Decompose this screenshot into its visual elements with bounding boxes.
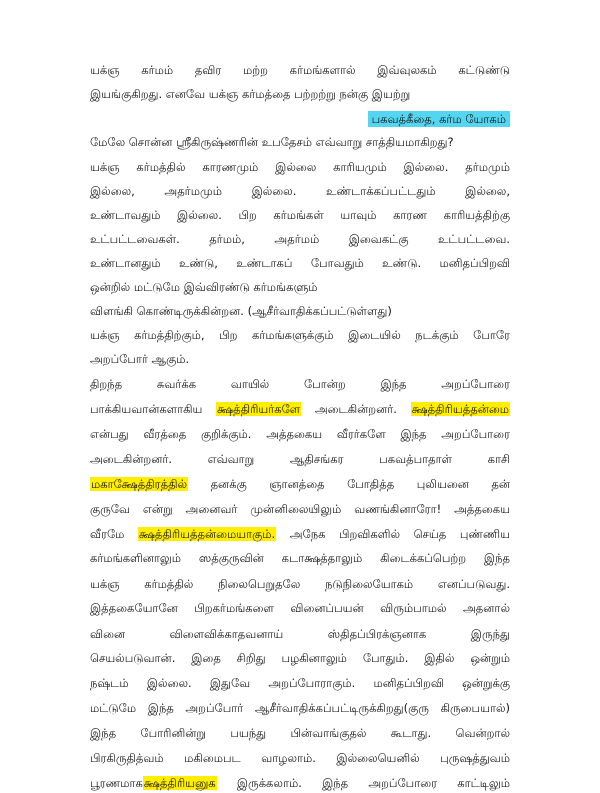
text-segment: செயல்படுவான். இதை சிறிது பழகினாலும் போதும். இதில் ஒன்றும் — [90, 651, 510, 665]
text-segment: இத்தகையோனே பிறகர்மங்களை வினைப்பயன் விரும்பாமல் அதனால் — [90, 601, 510, 615]
text-segment: இருக்கலாம். இந்த அறப்போரை காட்டிலும் — [216, 776, 510, 790]
text-line — [90, 499, 510, 519]
text-segment: தனக்கு ஞானத்தை போதித்த புலியனை தன் — [188, 477, 510, 491]
text-segment: பூரணமாக — [90, 776, 143, 790]
text-segment: இயங்குகிறது. எனவே யக்ஞ கர்மத்தை பற்றற்று நன்கு இயற்று — [90, 87, 411, 101]
text-line — [90, 673, 510, 693]
text-line — [90, 748, 510, 768]
text-segment: மட்டுமே இந்த அறப்போர் ஆசீர்வாதிக்கப்பட்டிருக்கிறது(குரு கிருபையால்) — [90, 701, 510, 715]
text-line — [90, 773, 510, 793]
text-segment: மேலே சொன்ன ஸ்ரீகிருஷ்ணரின் உபதேசம் எவ்வாறு சாத்தியமாகிறது? — [90, 135, 454, 149]
text-segment: நஷ்டம் இல்லை. இதுவே அறப்போராகும். மனிதப்பிறவி ஒன்றுக்கு — [90, 676, 510, 690]
text-line — [90, 449, 510, 469]
text-segment: யக்ஞ கர்மத்தில் நிலைபெறுதலே நடுநிலையோகம் எனப்படுவது. — [90, 577, 510, 591]
text-line — [90, 84, 510, 104]
text-segment: வினை விளைவிக்காதவனாய் ஸ்திதப்பிரக்ஞனாக இருந்து — [90, 627, 510, 641]
text-segment: இல்லை, அதர்மமும் இல்லை. உண்டாக்கப்பட்டதும் இல்லை, — [90, 184, 510, 198]
text-line — [90, 253, 510, 273]
text-line — [90, 301, 510, 321]
text-line — [90, 548, 510, 568]
text-segment: ஒன்றில் மட்டுமே இவ்விரண்டு கர்மங்களும் — [90, 280, 318, 294]
text-line — [90, 374, 510, 394]
text-segment: குருவே என்று அனைவர் முன்னிலையிலும் வணங்கினாரோ! அத்தகைய — [90, 502, 510, 516]
text-line — [90, 132, 510, 152]
text-segment: யக்ஞ கர்மம் தவிர மற்ற கர்மங்களால் இவ்வுலகம் கட்டுண்டு — [90, 63, 510, 77]
text-line — [90, 574, 510, 594]
text-line — [90, 349, 510, 369]
text-line — [90, 624, 510, 644]
text-line — [90, 598, 510, 618]
text-line — [90, 648, 510, 668]
text-segment: யக்ஞ கர்மத்திற்கும், பிற கர்மங்களுக்கும் இடையில் நடக்கும் போரே — [90, 328, 510, 342]
text-segment: உண்டானதும் உண்டு, உண்டாகப் போவதும் உண்டு. மனிதப்பிறவி — [90, 256, 510, 270]
highlighted-term: க்ஷத்திரியர்களே — [217, 402, 301, 416]
text-line — [90, 181, 510, 201]
text-line — [90, 205, 510, 225]
text-segment: உட்பட்டவைகள். தர்மம், அதர்மம் இவைகட்கு உட்பட்டவை. — [90, 232, 510, 246]
text-line — [90, 60, 510, 80]
highlighted-term: க்ஷத்திரியனுக — [143, 776, 216, 790]
text-segment: அடைகின்றனர். எவ்வாறு ஆதிசங்கர பகவத்பாதாள் காசி — [90, 452, 510, 466]
text-segment: பிரகிருதித்வம் மகிமைபட வாழலாம். இல்லையெனில் புருஷத்துவம் — [90, 751, 510, 765]
text-segment: என்பது வீரத்தை குறிக்கும். அத்தகைய வீரர்களே இந்த அறப்போரை — [90, 427, 510, 441]
text-segment: வீரமே — [90, 527, 138, 541]
text-segment: யக்ஞ கர்மத்தில் காரணமும் இல்லை காரியமும் இல்லை. தர்மமும் — [90, 160, 510, 174]
text-line — [90, 277, 510, 297]
text-line — [90, 325, 510, 345]
text-segment: அடைகின்றனர். — [301, 402, 411, 416]
text-line — [90, 399, 510, 419]
text-line — [90, 723, 510, 743]
text-line — [90, 157, 510, 177]
text-line — [90, 424, 510, 444]
text-segment: விளங்கி கொண்டிருக்கின்றன. (ஆசீர்வாதிக்கப்பட்டுள்ளது) — [90, 304, 392, 318]
text-segment: அநேக பிறவிகளில் செய்த புண்ணிய — [276, 527, 510, 541]
text-segment: உண்டாவதும் இல்லை. பிற கர்மங்கள் யாவும் காரண காரியத்திற்கு — [90, 208, 510, 222]
source-citation-highlight: பகவத்கீதை, கர்ம யோகம் — [368, 111, 510, 127]
highlighted-term: க்ஷத்திரியத்தன்மையாகும். — [138, 527, 276, 541]
text-segment: பாக்கியவான்களாகிய — [90, 402, 217, 416]
text-line — [90, 474, 510, 494]
text-line — [90, 109, 510, 129]
text-segment: திறந்த சுவர்க்க வாயில் போன்ற இந்த அறப்போரை — [90, 377, 510, 391]
highlighted-term: மகாக்ஷேத்திரத்தில் — [91, 477, 188, 491]
text-line — [90, 229, 510, 249]
text-segment: கர்மங்களினாலும் ஸத்குருவின் கடாக்ஷத்தாலும் கிடைக்கப்பெற்ற இந்த — [90, 551, 510, 565]
text-line — [90, 698, 510, 718]
text-line — [90, 524, 510, 544]
highlighted-term: க்ஷத்திரியத்தன்மை — [411, 402, 509, 416]
text-segment: இந்த போரினின்று பயந்து பின்வாங்குதல் கூடாது. வென்றால் — [90, 726, 510, 740]
text-segment: அறப்போர் ஆகும். — [90, 352, 190, 366]
